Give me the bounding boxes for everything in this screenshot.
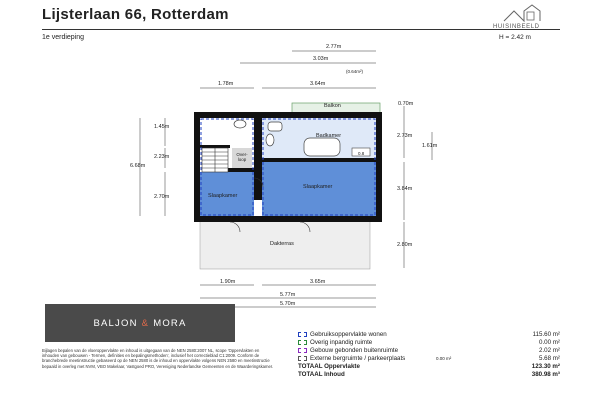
brand-name-part2: MORA <box>153 317 187 329</box>
ceiling-height: H = 2.42 m <box>499 34 531 41</box>
room-label-slaapkamer-left: Slaapkamer <box>208 193 238 199</box>
legend-label: Gebruiksoppervlakte wonen <box>310 331 387 338</box>
dim-top-303: 3.03m <box>313 56 329 62</box>
area-legend <box>298 331 560 379</box>
dim-small-1: 0.8 <box>358 151 365 156</box>
legend-row <box>298 331 560 339</box>
bathtub-icon <box>304 138 340 156</box>
legend-label: Gebouw gebonden buitenruimte <box>310 347 399 354</box>
staircase <box>202 148 228 172</box>
dim-w-070: 0.70m <box>398 101 414 107</box>
disclaimer-text: Bijlagen bepalen van de vloeroppervlakte en inhoud is uitgegaan van de NEN 2580:2007 NL, scope 'Oppervlakten en inhouden van gebouwen - Termen, definities en bepalingsmethoden', inclusief het correctieblad C1:2009. Conform de branchebrede meetinstructie gebaseerd op de NEN 2580 is de inhoud en oppervlakte volgens NEN 2580 en meetinstructie bepaald in overleg met NVM, VBO Makelaar, Vastgoed PRO, Vereniging Nederlandse Gemeenten en de Waarderingskamer. <box>42 348 274 369</box>
legend-row <box>298 347 560 355</box>
dim-r-273: 2.73m <box>397 133 413 139</box>
dim-r-161: 1.61m <box>422 143 438 149</box>
dim-r-384: 3.84m <box>397 186 413 192</box>
dim-l-668: 6.68m <box>130 163 146 169</box>
page-title: Lijsterlaan 66, Rotterdam <box>42 6 229 23</box>
legend-value: 5.68 m² <box>539 355 560 362</box>
total-area-row <box>298 363 560 371</box>
dim-w-364: 3.64m <box>310 81 326 87</box>
legend-value: 2.02 m² <box>539 347 560 354</box>
house-logo-icon <box>504 5 540 21</box>
slaapkamer-main-room <box>262 162 376 218</box>
dim-r-280: 2.80m <box>397 242 413 248</box>
dim-top-277: 2.77m <box>326 44 342 50</box>
total-volume-value: 380.98 m³ <box>531 371 560 378</box>
dim-w-178: 1.78m <box>218 81 234 87</box>
dim-l-145: 1.45m <box>154 124 170 130</box>
logo-text: HUISINBEELD <box>493 24 540 30</box>
legend-value: 115.60 m² <box>532 331 560 338</box>
brand-name-part1: BALJON <box>93 317 138 329</box>
dim-l-223: 2.23m <box>154 154 170 160</box>
sink-icon <box>268 122 282 131</box>
total-area-value: 123.30 m² <box>531 363 560 370</box>
legend-row <box>298 355 560 363</box>
legend-swatch <box>298 340 307 345</box>
dim-b-570: 5.70m <box>280 301 296 307</box>
legend-extra: 0.00 m² <box>436 356 452 361</box>
room-label-overloop: Over-loop <box>236 152 248 162</box>
brand-ampersand: & <box>141 317 150 329</box>
total-volume-label: TOTAAL Inhoud <box>298 371 345 378</box>
floor-label: 1e verdieping <box>42 34 85 41</box>
legend-row <box>298 339 560 347</box>
legend-label: Externe bergruimte / parkeerplaats <box>310 355 406 362</box>
total-area-label: TOTAAL Oppervlakte <box>298 363 360 370</box>
brand-logo <box>45 304 235 342</box>
legend-swatch <box>298 332 307 337</box>
room-label-badkamer: Badkamer <box>316 133 342 139</box>
total-volume-row <box>298 371 560 379</box>
legend-swatch <box>298 356 307 361</box>
dim-b-190: 1.90m <box>220 279 236 285</box>
legend-label: Overig inpandig ruimte <box>310 339 373 346</box>
legend-value: 0.00 m² <box>539 339 560 346</box>
dim-b-577: 5.77m <box>280 292 296 298</box>
dim-b-365: 3.65m <box>310 279 326 285</box>
room-label-slaapkamer-main: Slaapkamer <box>303 184 333 190</box>
legend-swatch <box>298 348 307 353</box>
room-label-balkon: Balkon <box>324 103 341 109</box>
dim-top-064: (0.64m²) <box>346 69 364 74</box>
dim-l-270: 2.70m <box>154 194 170 200</box>
room-label-dakterras: Dakterras <box>270 241 294 247</box>
